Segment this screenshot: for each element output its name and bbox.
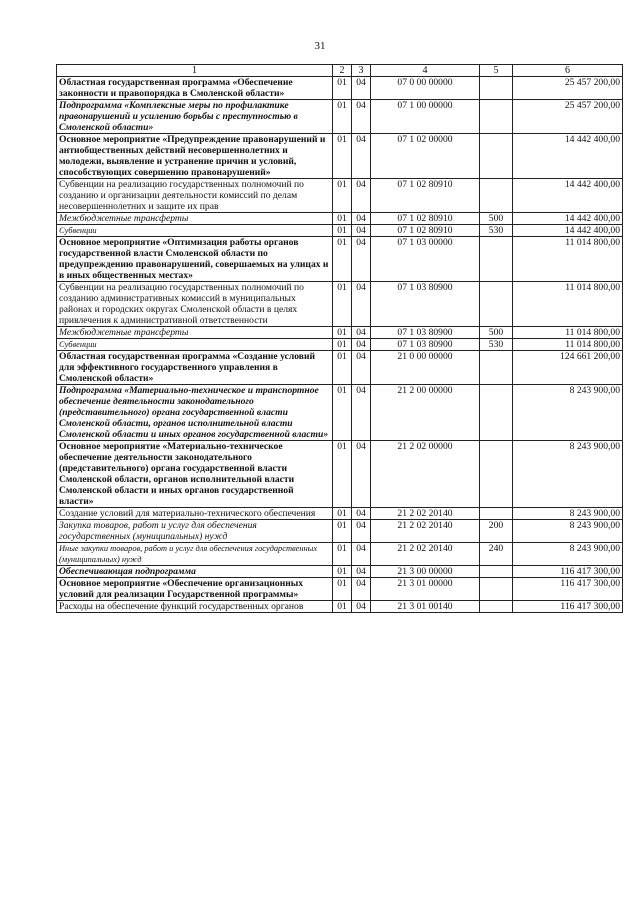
- row-subsection-cell: 04: [352, 508, 371, 520]
- row-name-cell: Иные закупки товаров, работ и услуг для обеспечения государственных (муниципальных) нужд: [57, 543, 333, 566]
- table-row: [57, 77, 623, 100]
- row-name-cell: Субвенции: [57, 225, 333, 237]
- row-target-code-cell: 07 1 02 80910: [371, 225, 480, 237]
- row-amount-cell: 8 243 900,00: [513, 508, 623, 520]
- row-name-cell: Основное мероприятие «Материально-техническое обеспечение деятельности законодательного (представительного) органа государственной власти Смоленской области, органов исполнительной власти Смоленской области и иных органов государственной власти»: [57, 441, 333, 508]
- row-name-cell: Основное мероприятие «Оптимизация работы органов государственной власти Смоленской области по предупреждению правонарушений, совершаемых на улицах и в иных общественных местах»: [57, 237, 333, 282]
- row-section-cell: 01: [333, 179, 352, 213]
- row-target-code-cell: 07 1 03 80900: [371, 327, 480, 339]
- row-name-cell: Областная государственная программа «Обеспечение законности и правопорядка в Смоленской области»: [57, 77, 333, 100]
- row-target-code-cell: 07 0 00 00000: [371, 77, 480, 100]
- row-section-cell: 01: [333, 100, 352, 134]
- row-amount-cell: 116 417 300,00: [513, 566, 623, 578]
- row-section-cell: 01: [333, 543, 352, 566]
- row-amount-cell: 25 457 200,00: [513, 77, 623, 100]
- row-subsection-cell: 04: [352, 351, 371, 385]
- row-expense-type-cell: [480, 441, 513, 508]
- row-expense-type-cell: 200: [480, 520, 513, 543]
- row-target-code-cell: 21 3 01 00140: [371, 601, 480, 613]
- row-subsection-cell: 04: [352, 543, 371, 566]
- table-row: [57, 601, 623, 613]
- row-amount-cell: 124 661 200,00: [513, 351, 623, 385]
- row-target-code-cell: 21 2 02 00000: [371, 441, 480, 508]
- row-name-cell: Закупка товаров, работ и услуг для обеспечения государственных (муниципальных) нужд: [57, 520, 333, 543]
- row-expense-type-cell: [480, 566, 513, 578]
- row-amount-cell: 14 442 400,00: [513, 225, 623, 237]
- row-section-cell: 01: [333, 351, 352, 385]
- row-target-code-cell: 07 1 03 80900: [371, 339, 480, 351]
- row-expense-type-cell: [480, 100, 513, 134]
- row-subsection-cell: 04: [352, 237, 371, 282]
- row-subsection-cell: 04: [352, 134, 371, 179]
- row-amount-cell: 8 243 900,00: [513, 441, 623, 508]
- row-expense-type-cell: 500: [480, 213, 513, 225]
- header-cell-2: 2: [333, 65, 352, 77]
- row-name-cell: Областная государственная программа «Создание условий для эффективного государственного управления в Смоленской области»: [57, 351, 333, 385]
- row-amount-cell: 8 243 900,00: [513, 385, 623, 441]
- row-section-cell: 01: [333, 237, 352, 282]
- row-amount-cell: 11 014 800,00: [513, 237, 623, 282]
- row-subsection-cell: 04: [352, 601, 371, 613]
- row-amount-cell: 116 417 300,00: [513, 578, 623, 601]
- row-target-code-cell: 21 3 00 00000: [371, 566, 480, 578]
- row-section-cell: 01: [333, 282, 352, 327]
- row-expense-type-cell: [480, 385, 513, 441]
- row-section-cell: 01: [333, 225, 352, 237]
- row-section-cell: 01: [333, 327, 352, 339]
- table-row: [57, 339, 623, 351]
- row-expense-type-cell: 530: [480, 225, 513, 237]
- row-target-code-cell: 21 0 00 00000: [371, 351, 480, 385]
- row-section-cell: 01: [333, 601, 352, 613]
- row-section-cell: 01: [333, 508, 352, 520]
- row-subsection-cell: 04: [352, 100, 371, 134]
- table-row: [57, 508, 623, 520]
- row-section-cell: 01: [333, 441, 352, 508]
- row-section-cell: 01: [333, 134, 352, 179]
- row-subsection-cell: 04: [352, 77, 371, 100]
- page-number: 31: [314, 40, 326, 52]
- row-expense-type-cell: 530: [480, 339, 513, 351]
- table-row: [57, 385, 623, 441]
- row-amount-cell: 14 442 400,00: [513, 179, 623, 213]
- row-expense-type-cell: 500: [480, 327, 513, 339]
- row-section-cell: 01: [333, 566, 352, 578]
- row-name-cell: Субвенции на реализацию государственных полномочий по созданию административных комиссий в муниципальных районах и городских округах Смоленской области в целях привлечения к административной ответственности: [57, 282, 333, 327]
- row-subsection-cell: 04: [352, 578, 371, 601]
- row-subsection-cell: 04: [352, 441, 371, 508]
- row-section-cell: 01: [333, 578, 352, 601]
- row-expense-type-cell: [480, 578, 513, 601]
- row-expense-type-cell: [480, 601, 513, 613]
- row-amount-cell: 14 442 400,00: [513, 213, 623, 225]
- table-row: [57, 134, 623, 179]
- table-row: [57, 351, 623, 385]
- row-expense-type-cell: [480, 134, 513, 179]
- header-cell-1: 1: [57, 65, 333, 77]
- row-expense-type-cell: 240: [480, 543, 513, 566]
- table-row: [57, 237, 623, 282]
- row-target-code-cell: 21 2 02 20140: [371, 508, 480, 520]
- row-name-cell: Обеспечивающая подпрограмма: [57, 566, 333, 578]
- row-target-code-cell: 21 2 02 20140: [371, 543, 480, 566]
- row-target-code-cell: 07 1 00 00000: [371, 100, 480, 134]
- row-target-code-cell: 21 2 00 00000: [371, 385, 480, 441]
- row-target-code-cell: 07 1 02 80910: [371, 179, 480, 213]
- row-name-cell: Межбюджетные трансферты: [57, 213, 333, 225]
- row-amount-cell: 8 243 900,00: [513, 543, 623, 566]
- table-row: [57, 327, 623, 339]
- row-name-cell: Основное мероприятие «Обеспечение организационных условий для реализации Государственной программы»: [57, 578, 333, 601]
- table-row: [57, 213, 623, 225]
- row-target-code-cell: 07 1 03 00000: [371, 237, 480, 282]
- row-subsection-cell: 04: [352, 282, 371, 327]
- table-row: [57, 566, 623, 578]
- row-amount-cell: 25 457 200,00: [513, 100, 623, 134]
- row-section-cell: 01: [333, 385, 352, 441]
- row-name-cell: Создание условий для материально-технического обеспечения: [57, 508, 333, 520]
- row-amount-cell: 8 243 900,00: [513, 520, 623, 543]
- row-subsection-cell: 04: [352, 225, 371, 237]
- row-name-cell: Расходы на обеспечение функций государственных органов: [57, 601, 333, 613]
- row-section-cell: 01: [333, 520, 352, 543]
- header-cell-4: 4: [371, 65, 480, 77]
- row-expense-type-cell: [480, 237, 513, 282]
- row-section-cell: 01: [333, 339, 352, 351]
- row-subsection-cell: 04: [352, 520, 371, 543]
- row-subsection-cell: 04: [352, 385, 371, 441]
- row-name-cell: Субвенции: [57, 339, 333, 351]
- row-subsection-cell: 04: [352, 327, 371, 339]
- row-subsection-cell: 04: [352, 179, 371, 213]
- row-name-cell: Субвенции на реализацию государственных полномочий по созданию и организации деятельности комиссий по делам несовершеннолетних и защите их прав: [57, 179, 333, 213]
- table-row: [57, 282, 623, 327]
- table-row: [57, 179, 623, 213]
- table-row: [57, 225, 623, 237]
- table-row: [57, 441, 623, 508]
- row-subsection-cell: 04: [352, 339, 371, 351]
- row-expense-type-cell: [480, 351, 513, 385]
- table-header-row: [57, 65, 623, 77]
- header-cell-5: 5: [480, 65, 513, 77]
- row-target-code-cell: 07 1 02 80910: [371, 213, 480, 225]
- table-row: [57, 578, 623, 601]
- row-amount-cell: 14 442 400,00: [513, 134, 623, 179]
- header-cell-3: 3: [352, 65, 371, 77]
- header-cell-6: 6: [513, 65, 623, 77]
- row-section-cell: 01: [333, 77, 352, 100]
- row-target-code-cell: 07 1 02 00000: [371, 134, 480, 179]
- row-name-cell: Подпрограмма «Материально-техническое и транспортное обеспечение деятельности законодательного (представительного) органа государственной власти Смоленской области, органов исполнительной власти Смоленской области и иных органов государственной власти»: [57, 385, 333, 441]
- table-row: [57, 100, 623, 134]
- budget-table: [56, 64, 623, 613]
- row-target-code-cell: 21 3 01 00000: [371, 578, 480, 601]
- row-amount-cell: 11 014 800,00: [513, 327, 623, 339]
- row-subsection-cell: 04: [352, 566, 371, 578]
- table-row: [57, 520, 623, 543]
- row-expense-type-cell: [480, 282, 513, 327]
- row-expense-type-cell: [480, 179, 513, 213]
- row-name-cell: Основное мероприятие «Предупреждение правонарушений и антиобщественных действий несовершеннолетних и молодежи, выявление и устранение причин и условий, способствующих совершению правонарушений»: [57, 134, 333, 179]
- row-amount-cell: 11 014 800,00: [513, 339, 623, 351]
- row-expense-type-cell: [480, 77, 513, 100]
- row-name-cell: Подпрограмма «Комплексные меры по профилактике правонарушений и усилению борьбы с преступностью в Смоленской области»: [57, 100, 333, 134]
- row-amount-cell: 11 014 800,00: [513, 282, 623, 327]
- row-expense-type-cell: [480, 508, 513, 520]
- row-name-cell: Межбюджетные трансферты: [57, 327, 333, 339]
- row-target-code-cell: 07 1 03 80900: [371, 282, 480, 327]
- row-section-cell: 01: [333, 213, 352, 225]
- table-row: [57, 543, 623, 566]
- row-target-code-cell: 21 2 02 20140: [371, 520, 480, 543]
- row-amount-cell: 116 417 300,00: [513, 601, 623, 613]
- row-subsection-cell: 04: [352, 213, 371, 225]
